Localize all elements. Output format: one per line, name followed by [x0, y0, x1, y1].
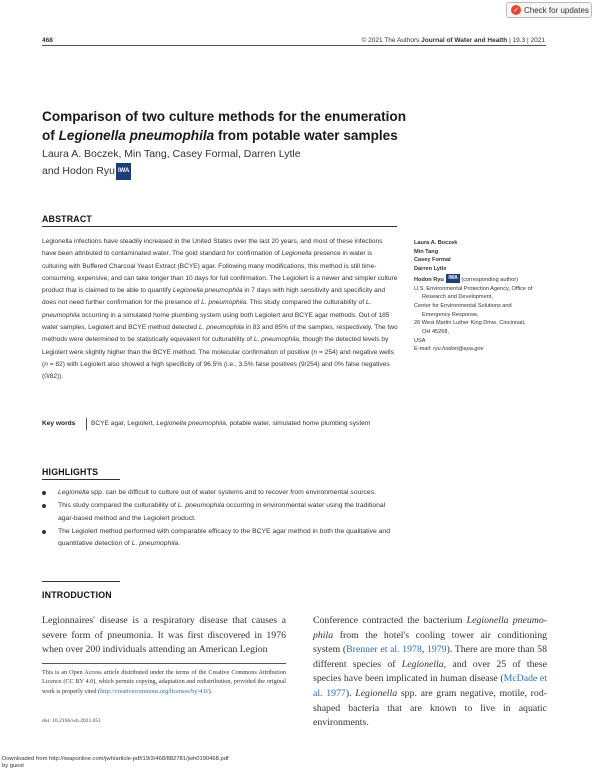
iwa-badge-icon[interactable]: IWA — [116, 163, 131, 180]
introduction-heading: INTRODUCTION — [42, 590, 112, 600]
article-title: Comparison of two culture methods for the enumeration of Legionella pneumophila from potable water samples — [42, 109, 407, 143]
keywords-label: Key words — [42, 420, 76, 427]
highlight-item: Legionella spp. can be difficult to culture out of water systems and to recover from environmental sources. — [42, 487, 398, 499]
doi: doi: 10.2166/wh.2021.051 — [42, 718, 102, 724]
author-affiliations: Laura A. Boczek Min Tang Casey Formal Darren Lytle Hodon Ryu IWA (corresponding author) U.S. Environmental Protection Agency, Office of Research and Development, Center for Environmental Solutions and Emergency Response, 26 West Martin Luther King Drive, Cincinnati, OH 45268, USA E-mail: ryu.hodon@epa.gov — [414, 239, 564, 354]
citation-link[interactable]: Brenner et al. 1978 — [346, 644, 422, 656]
sidebar-author: Casey Formal — [414, 257, 451, 264]
abstract-heading: ABSTRACT — [42, 214, 92, 224]
download-source-link[interactable]: Downloaded from http://iwaponline.com/jwh/article-pdf/19/3/468/882781/jwh0190468.pdf — [2, 756, 229, 762]
highlight-item: The Legiolert method performed with comparable efficacy to the BCYE agar method in both the qualitative and quantitative detection of L. pneumophila. — [42, 526, 398, 551]
email: E-mail: ryu.hodon@epa.gov — [414, 346, 484, 353]
header-rule — [42, 45, 546, 46]
abstract-text: Legionella infections have steadily increased in the United States over the last 20 years, and most of these infections have been attributed to contaminated water. The gold standard for confirmation of Legionella presence in water is culturing with Buffered Charcoal Yeast Extract (BCYE) agar. Following many modifications, this method is still time-consuming, expensive, and can take longer than 10 days for full confirmation. The Legiolert is a newer and simpler culture product that is claimed to be able to quantify Legionella pneumophila in 7 days with high sensitivity and specificity and does not need further confirmation for the presence of L. pneumophila. This study compared the culturability of L. pneumophila occurring in a simulated home plumbing system using both Legiolert and BCYE agar methods. Out of 185 water samples, Legiolert and BCYE method detected L. pneumophila in 83 and 85% of the samples, respectively. The two methods were determined to be statistically equivalent for culturability of L. pneumophila, though the detected levels by Legiolert were slightly higher than the BCYE method. The molecular confirmation of positive (n = 254) and negative wells (n = 82) with Legiolert also showed a high specificity of 96.5% (i.e., 3.5% false positives (9/254) and 0% false negatives (0/82)). — [42, 238, 398, 381]
sidebar-author: Darren Lytle — [414, 266, 447, 273]
intro-left-column: Legionnaires' disease is a respiratory disease that causes a severe form of pneumonia. It was first discovered in 1976 when over 200 individuals attending an American Legion — [42, 615, 286, 656]
email-link[interactable]: ryu.hodon@epa.gov — [432, 346, 484, 353]
license-footnote: This is an Open Access article distributed under the terms of the Creative Commons Attribution Licence (CC BY 4.0), which permits copying, adaptation and redistribution, provided the original work is properly cited (http://creativecommons.org/licenses/by/4.0/). — [42, 669, 286, 695]
update-icon: ✓ — [511, 5, 521, 15]
keywords — [42, 418, 398, 430]
sidebar-author-corresponding: Hodon Ryu IWA (corresponding author) — [414, 274, 519, 283]
iwa-badge-icon[interactable]: IWA — [448, 274, 458, 281]
volume-issue: 19.3 — [512, 37, 526, 44]
journal-header: © 2021 The Authors Journal of Water and Health | 19.3 | 2021 — [361, 37, 545, 44]
intro-right-column: Conference contracted the bacterium Legionella pneumo-phila from the hotel's cooling tower air conditioning system (Brenner et al. 1978, 1979). There are more than 58 different species of Legionella, and over 25 of these species have been implicated in human disease (McDade et al. 1977). Legionella spp. are gram negative, motile, rod-shaped bacteria that are known to live in aquatic environments. — [313, 615, 548, 729]
license-link[interactable]: http://creativecommons.org/licenses/by/4.0/ — [100, 687, 209, 695]
check-for-updates-label: Check for updates — [524, 5, 589, 15]
highlights-list — [42, 487, 398, 551]
highlights-rule — [42, 479, 120, 480]
keywords-text: BCYE agar, Legiolert, Legionella pneumophila, potable water, simulated home plumbing system — [86, 418, 370, 430]
check-for-updates-button[interactable] — [506, 2, 592, 18]
intro-rule — [42, 581, 120, 582]
highlight-item: This study compared the culturability of L. pneumophila occurring in environmental water using the traditional agar-based method and the Legiolert product. — [42, 500, 398, 525]
sidebar-author: Min Tang — [414, 248, 439, 255]
sidebar-author: Laura A. Boczek — [414, 240, 458, 246]
citation-link[interactable]: 1979 — [426, 644, 447, 656]
citation-link[interactable]: McDade et al. 1977 — [313, 673, 548, 699]
journal-name: Journal of Water and Health — [421, 37, 508, 44]
page-number: 468 — [42, 37, 53, 44]
download-note: Downloaded from http://iwaponline.com/jwh/article-pdf/19/3/468/882781/jwh0190468.pdf by guest — [2, 756, 229, 769]
year: 2021 — [530, 37, 545, 44]
abstract-rule — [42, 226, 397, 227]
author-list: Laura A. Boczek, Min Tang, Casey Formal, Darren Lytle and Hodon Ryu IWA — [42, 146, 372, 180]
footnote-rule — [42, 663, 286, 664]
copyright: © 2021 The Authors — [361, 37, 420, 44]
highlights-heading: HIGHLIGHTS — [42, 467, 99, 477]
